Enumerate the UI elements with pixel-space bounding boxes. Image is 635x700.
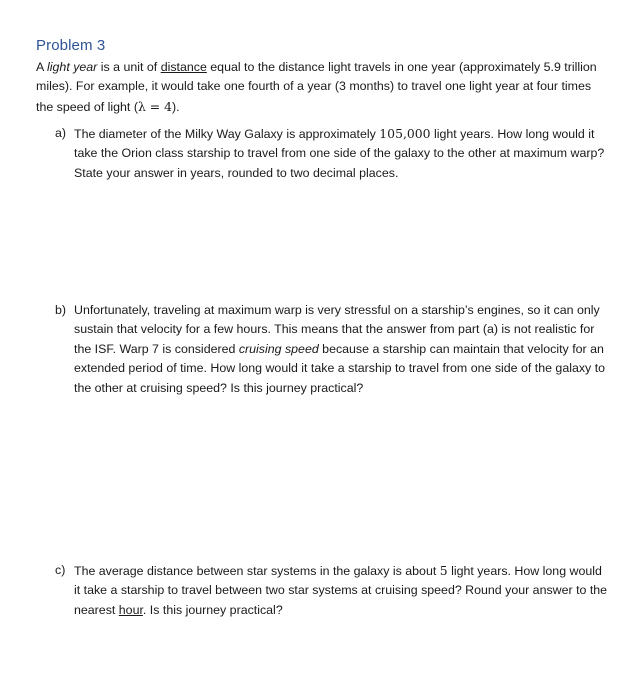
- intro-text-1: is a unit of: [97, 60, 161, 74]
- part-b-text-2: because a starship can maintain that velocity for an extended period of time. How long would it take a starship to travel from one side of the galaxy to the other at cruising speed? Is this journey practical?: [74, 341, 606, 395]
- part-c-text-2: light years. How long would it take a starship to travel between two star systems at cruising speed? Round your answer to the nearest: [74, 564, 608, 617]
- part-c-text-1: The average distance between star systems in the galaxy is about: [74, 564, 440, 578]
- intro-lead: A: [36, 60, 48, 74]
- intro-text-2: equal to the distance light travels in one year (approximately 5.9 trillion miles). For example, it would take one fourth of a year (3 months) to travel one light year at four times the speed of light (: [36, 60, 597, 114]
- part-a-marker: a): [55, 126, 67, 140]
- part-a: [55, 124, 610, 183]
- part-c: [55, 561, 610, 620]
- intro-text-3: ).: [171, 99, 180, 114]
- part-c-text: [74, 561, 610, 620]
- part-a-text-1: The diameter of the Milky Way Galaxy is approximately: [74, 127, 380, 141]
- part-c-marker: c): [55, 563, 66, 577]
- intro-paragraph: [36, 58, 611, 117]
- part-a-text-2: light years. How long would it take the Orion class starship to travel from one side of the galaxy to the other at maximum warp? State your answer in years, rounded to two decimal places.: [74, 127, 605, 180]
- part-b-marker: b): [55, 303, 67, 317]
- part-a-number: 105,000: [379, 126, 431, 141]
- part-b-text: [74, 301, 610, 398]
- intro-term: light year: [47, 60, 98, 74]
- intro-lambda: λ = 4: [137, 98, 172, 114]
- part-b-text-1: Unfortunately, traveling at maximum warp is very stressful on a starship’s engines, so it can only sustain that velocity for a few hours. This means that the answer from part (a) is not realistic for the ISF. Warp 7 is considered: [74, 303, 600, 356]
- problem-heading: Problem 3: [36, 37, 106, 54]
- part-b: [55, 301, 610, 398]
- part-c-underlined-word: hour: [118, 602, 143, 617]
- part-c-text-3: . Is this journey practical?: [142, 602, 283, 617]
- part-b-italic: cruising speed: [238, 341, 319, 356]
- intro-underlined-word: distance: [160, 60, 207, 74]
- part-c-number: 5: [439, 563, 448, 578]
- part-a-text: [74, 124, 610, 183]
